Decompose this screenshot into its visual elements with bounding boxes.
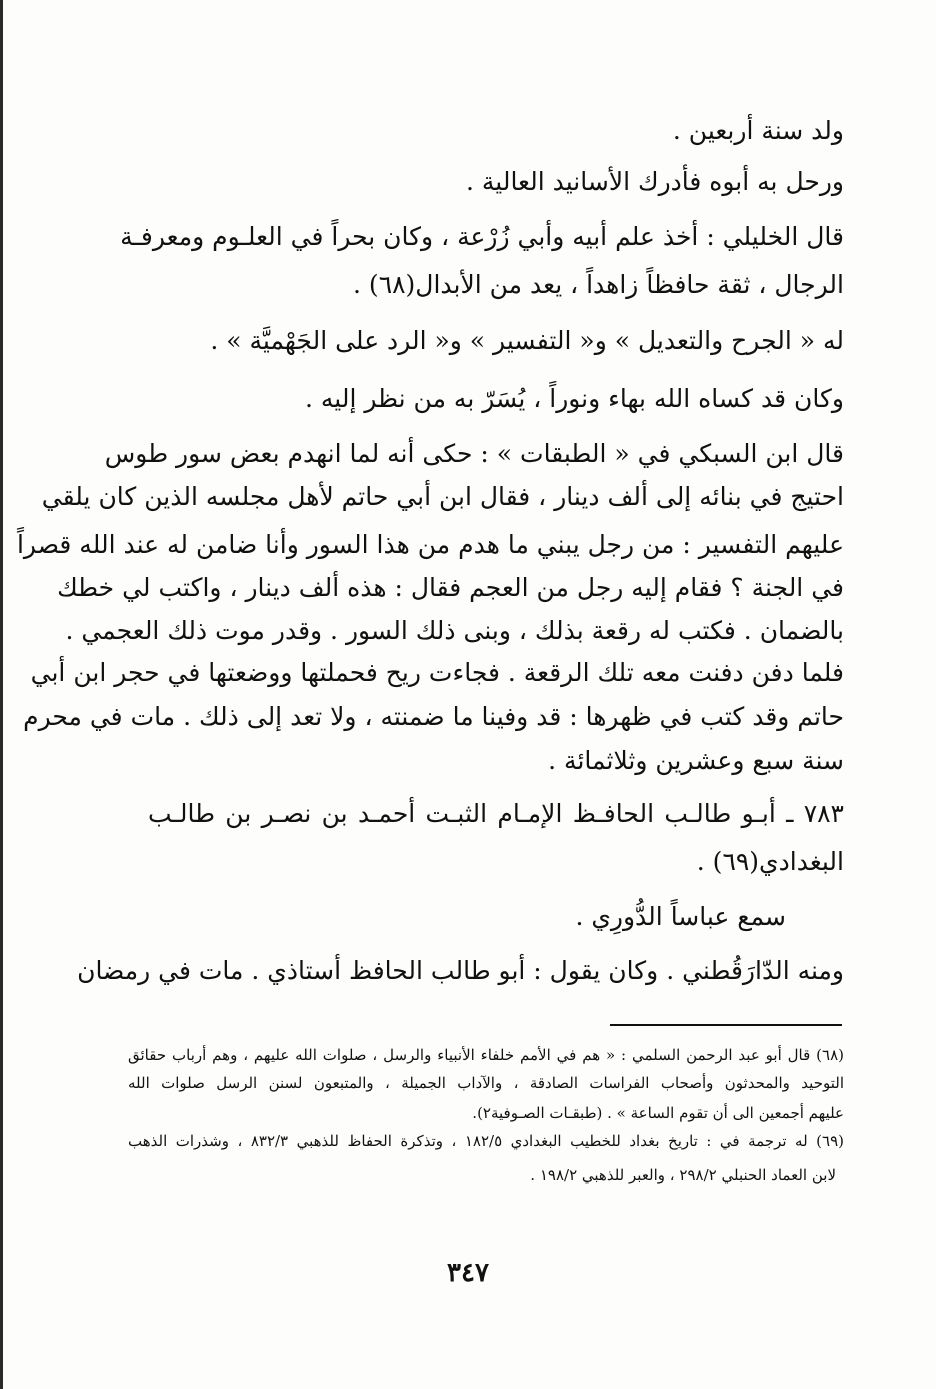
footnote-separator — [610, 1024, 842, 1026]
body-line: سمع عباساً الدُّورِي . — [575, 902, 786, 931]
body-line: حاتم وقد كتب في ظهرها : قد وفينا ما ضمنته ، ولا تعد إلى ذلك . مات في محرم — [23, 702, 844, 731]
body-line: فلما دفن دفنت معه تلك الرقعة . فجاءت ريح فحملتها ووضعتها في حجر ابن أبي — [30, 658, 844, 687]
footnote-line: عليهم أجمعين الى أن تقوم الساعة » . (طبقـات الصـوفية٢). — [472, 1104, 844, 1122]
body-line: في الجنة ؟ فقام إليه رجل من العجم فقال : هذه ألف دينار ، واكتب لي خطك — [57, 573, 844, 602]
body-line: بالضمان . فكتب له رقعة بذلك ، وبنى ذلك السور . وقدر موت ذلك العجمي . — [65, 616, 844, 645]
body-line: ومنه الدّارَقُطني . وكان يقول : أبو طالب الحافظ أستاذي . مات في رمضان — [77, 956, 844, 985]
page-number: ٣٤٧ — [447, 1258, 489, 1288]
body-line: عليهم التفسير : من رجل يبني ما هدم من هذا السور وأنا ضامن له عند الله قصراً — [16, 530, 844, 559]
footnote-line: لابن العماد الحنبلي ٢٩٨/٢ ، والعبر للذهبي ١٩٨/٢ . — [530, 1166, 836, 1184]
footnote-line: (٦٨) قال أبو عبد الرحمن السلمي : « هم في الأمم خلفاء الأنبياء والرسل ، صلوات الله عليهم ، وهم أرباب حقائق — [128, 1046, 844, 1064]
scan-edge — [0, 0, 3, 1389]
body-line: ولد سنة أربعين . — [672, 116, 844, 145]
footnote-line: التوحيد والمحدثون وأصحاب الفراسات الصادقة ، والآداب الجميلة ، والمتبعون لسنن الرسل صلوات الله — [128, 1074, 844, 1092]
body-line: ورحل به أبوه فأدرك الأسانيد العالية . — [465, 167, 844, 196]
body-line: الرجال ، ثقة حافظاً زاهداً ، يعد من الأبدال(٦٨) . — [353, 270, 844, 299]
body-line: سنة سبع وعشرين وثلاثمائة . — [548, 746, 844, 775]
body-line: له « الجرح والتعديل » و« التفسير » و« الرد على الجَهْميَّة » . — [210, 326, 844, 355]
body-line: احتيج في بنائه إلى ألف دينار ، فقال ابن أبي حاتم لأهل مجلسه الذين كان يلقي — [41, 482, 844, 511]
body-line: وكان قد كساه الله بهاء ونوراً ، يُسَرّ به من نظر إليه . — [305, 384, 844, 413]
footnote-line: (٦٩) له ترجمة في : تاريخ بغداد للخطيب البغدادي ١٨٢/٥ ، وتذكرة الحفاظ للذهبي ٨٣٢/٣ ، وشذرات الذهب — [128, 1132, 844, 1150]
body-line: قال ابن السبكي في « الطبقات » : حكى أنه لما انهدم بعض سور طوس — [104, 439, 844, 468]
entry-heading: ٧٨٣ ـ أبـو طالـب الحافـظ الإمـام الثبـت أحمـد بن نصـر بن طالـب — [148, 799, 844, 828]
entry-heading-cont: البغدادي(٦٩) . — [696, 847, 844, 876]
body-line: قال الخليلي : أخذ علم أبيه وأبي زُرْعة ، وكان بحراً في العلـوم ومعرفـة — [120, 222, 844, 251]
